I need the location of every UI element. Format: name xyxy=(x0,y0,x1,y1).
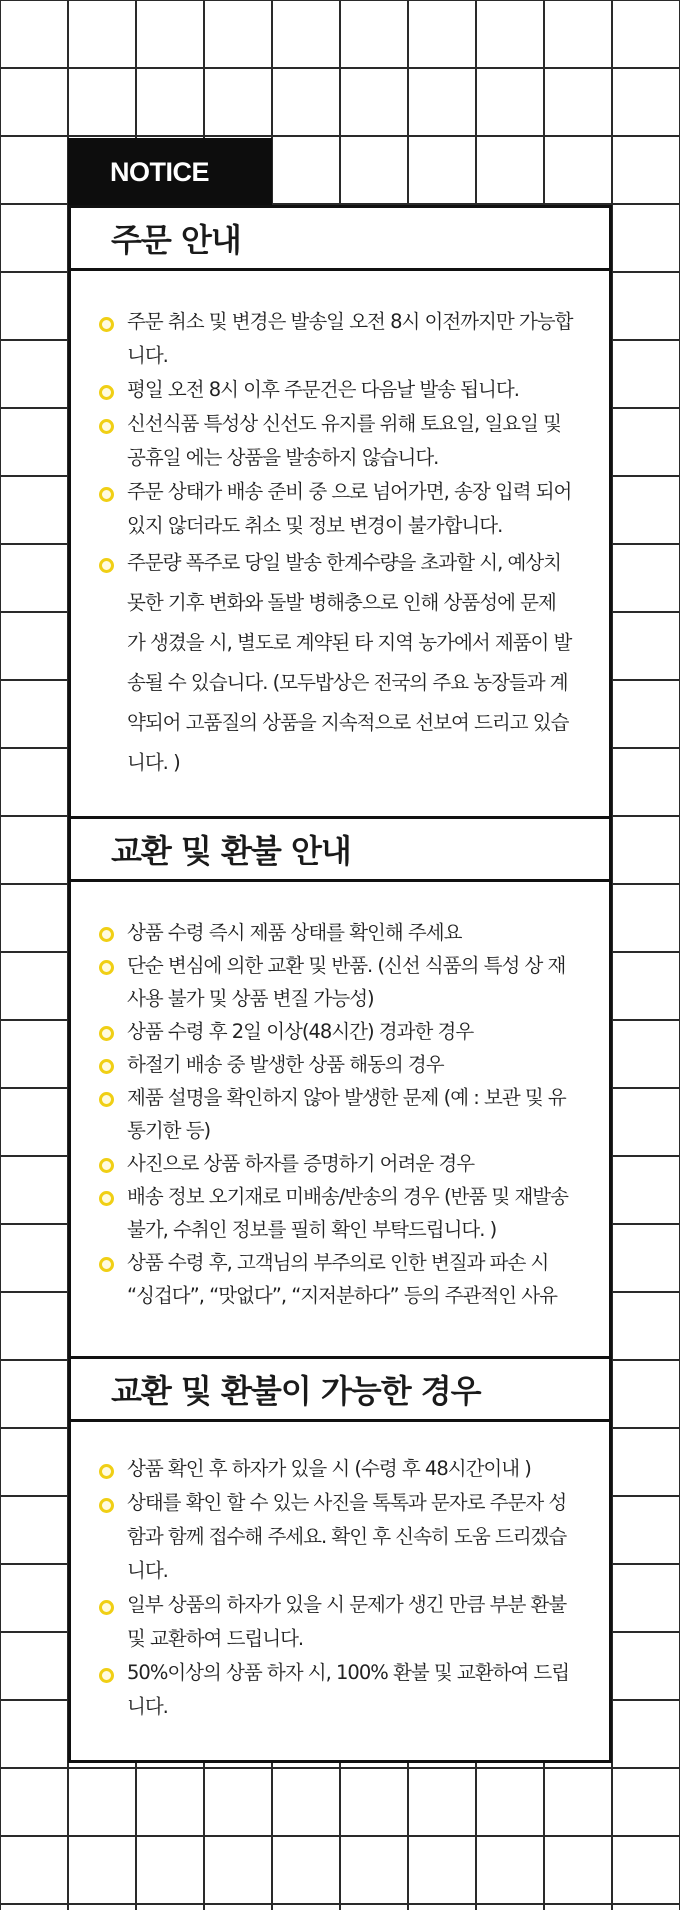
list-item xyxy=(99,949,573,1015)
list-item-text: 하절기 배송 중 발생한 상품 해동의 경우 xyxy=(127,1053,444,1076)
bullet-dot-icon xyxy=(99,1092,114,1107)
list-item-text: 상품 확인 후 하자가 있을 시 (수령 후 48시간이내 ) xyxy=(127,1457,531,1480)
exchange-refund-possible-list xyxy=(71,1452,609,1724)
bullet-dot-icon xyxy=(99,558,114,573)
bullet-dot-icon xyxy=(99,927,114,942)
section-title-exchange-refund-possible: 교환 및 환불이 가능한 경우 xyxy=(71,1356,609,1422)
bullet-dot-icon xyxy=(99,1158,114,1173)
list-item xyxy=(99,916,573,949)
bullet-dot-icon xyxy=(99,1059,114,1074)
notice-label: NOTICE xyxy=(110,157,210,187)
order-info-list xyxy=(71,305,609,783)
list-item-text: 배송 정보 오기재로 미배송/반송의 경우 (반품 및 재발송 불가, 수취인 정보를 필히 확인 부탁드립니다. ) xyxy=(127,1185,568,1241)
list-item-text: 상품 수령 후, 고객님의 부주의로 인한 변질과 파손 시 “싱겁다”, “맛없다”, “지저분하다” 등의 주관적인 사유 xyxy=(127,1251,557,1307)
bullet-dot-icon xyxy=(99,1026,114,1041)
list-item xyxy=(99,1588,573,1656)
list-item-text: 평일 오전 8시 이후 주문건은 다음날 발송 됩니다. xyxy=(127,378,519,401)
list-item-text: 신선식품 특성상 신선도 유지를 위해 토요일, 일요일 및 공휴일 에는 상품을 발송하지 않습니다. xyxy=(127,412,562,469)
list-item-text: 주문 취소 및 변경은 발송일 오전 8시 이전까지만 가능합니다. xyxy=(127,310,573,367)
list-item-text: 제품 설명을 확인하지 않아 발생한 문제 (예 : 보관 및 유통기한 등) xyxy=(127,1086,566,1142)
list-item xyxy=(99,1015,573,1048)
list-item xyxy=(99,1081,573,1147)
exchange-refund-list xyxy=(71,916,609,1312)
list-item xyxy=(99,407,573,475)
bullet-dot-icon xyxy=(99,487,114,502)
bullet-dot-icon xyxy=(99,1498,114,1513)
list-item-text: 상품 수령 즉시 제품 상태를 확인해 주세요 xyxy=(127,921,462,944)
list-item xyxy=(99,1452,573,1486)
bullet-dot-icon xyxy=(99,1191,114,1206)
section-title-order: 주문 안내 xyxy=(71,208,609,271)
list-item-text: 사진으로 상품 하자를 증명하기 어려운 경우 xyxy=(127,1152,475,1175)
list-item-text: 상태를 확인 할 수 있는 사진을 톡톡과 문자로 주문자 성함과 함께 접수해 주세요. 확인 후 신속히 도움 드리겠습니다. xyxy=(127,1491,567,1582)
list-item xyxy=(99,543,573,783)
bullet-dot-icon xyxy=(99,385,114,400)
list-item-text: 단순 변심에 의한 교환 및 반품. (신선 식품의 특성 상 재사용 불가 및 상품 변질 가능성) xyxy=(127,954,566,1010)
bullet-dot-icon xyxy=(99,419,114,434)
list-item-text: 주문 상태가 배송 준비 중 으로 넘어가면, 송장 입력 되어 있지 않더라도 취소 및 정보 변경이 불가합니다. xyxy=(127,480,572,537)
bullet-dot-icon xyxy=(99,1464,114,1479)
bullet-dot-icon xyxy=(99,1668,114,1683)
bullet-dot-icon xyxy=(99,1257,114,1272)
bullet-dot-icon xyxy=(99,317,114,332)
section-title-exchange-refund: 교환 및 환불 안내 xyxy=(71,816,609,882)
list-item xyxy=(99,1048,573,1081)
list-item-text: 주문량 폭주로 당일 발송 한계수량을 초과할 시, 예상치 못한 기후 변화와 돌발 병해충으로 인해 상품성에 문제가 생겼을 시, 별도로 계약된 타 지역 농가에서 제품이 발송될 수 있습니다. (모두밥상은 전국의 주요 농장들과 계약되어 고품질의 상품을 지속적으로 선보여 드리고 있습니다. ) xyxy=(127,551,572,774)
bullet-dot-icon xyxy=(99,1600,114,1615)
list-item xyxy=(99,1180,573,1246)
bullet-dot-icon xyxy=(99,960,114,975)
notice-panel xyxy=(68,205,612,1763)
list-item xyxy=(99,1246,573,1312)
list-item-text: 상품 수령 후 2일 이상(48시간) 경과한 경우 xyxy=(127,1020,474,1043)
list-item-text: 50%이상의 상품 하자 시, 100% 환불 및 교환하여 드립니다. xyxy=(127,1661,570,1718)
list-item xyxy=(99,1147,573,1180)
list-item xyxy=(99,305,573,373)
list-item xyxy=(99,1486,573,1588)
list-item-text: 일부 상품의 하자가 있을 시 문제가 생긴 만큼 부분 환불 및 교환하여 드립니다. xyxy=(127,1593,567,1650)
list-item xyxy=(99,475,573,543)
list-item xyxy=(99,1656,573,1724)
list-item xyxy=(99,373,573,407)
notice-tab xyxy=(68,138,272,207)
